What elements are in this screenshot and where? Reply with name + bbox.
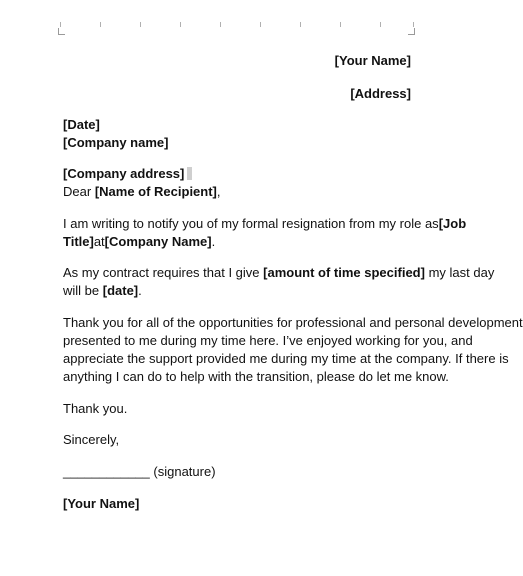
company-name-field: [Company name] (63, 135, 169, 150)
sender-name: [Your Name] (334, 53, 411, 68)
notice-period-field: [amount of time specified] (263, 265, 425, 280)
last-day-field: [date] (102, 283, 139, 298)
recipient-field: [Name of Recipient] (94, 184, 217, 199)
job-title-field-cont: Title] (63, 234, 94, 249)
company-name-inline-field: [Company Name] (104, 234, 212, 249)
paragraph-1-line-2 (63, 234, 215, 250)
signature-label: (signature) (153, 464, 216, 479)
thank-you-line: Thank you. (63, 401, 128, 416)
text-run: As my contract requires that I give (63, 265, 260, 280)
closing-line: Sincerely, (63, 432, 120, 447)
salutation (63, 184, 221, 200)
paragraph-3-line-4: anything I can do to help with the transition, please do let me know. (63, 369, 449, 384)
job-title-field: [Job (438, 216, 467, 231)
text-run: at (93, 234, 105, 249)
salutation-comma: , (216, 184, 221, 199)
crop-mark-top-right (408, 28, 415, 35)
sender-address: [Address] (350, 86, 411, 101)
ruler-ticks (60, 22, 414, 28)
text-run: will be (63, 283, 100, 298)
paragraph-3-line-3: appreciate the support provided me during my time at the company. If there is (63, 351, 509, 366)
company-address-line (63, 166, 192, 182)
paragraph-2-line-2 (63, 283, 142, 299)
salutation-prefix: Dear (63, 184, 92, 199)
signature-line: ____________ (63, 464, 150, 479)
signoff-name: [Your Name] (63, 496, 140, 511)
paragraph-2-line-1 (63, 265, 494, 281)
paragraph-3-line-1: Thank you for all of the opportunities for professional and personal development (63, 315, 523, 330)
paragraph-1-line-1 (63, 216, 466, 232)
crop-mark-top-left (58, 28, 65, 35)
signature-row (63, 464, 216, 480)
cursor-marker (187, 167, 192, 180)
company-address-field: [Company address] (63, 166, 185, 181)
text-run: my last day (428, 265, 495, 280)
text-run: . (211, 234, 216, 249)
text-run: I am writing to notify you of my formal resignation from my role as (63, 216, 439, 231)
date-field: [Date] (63, 117, 100, 132)
paragraph-3-line-2: presented to me during my time here. I’ve enjoyed working for you, and (63, 333, 473, 348)
text-run: . (138, 283, 142, 298)
